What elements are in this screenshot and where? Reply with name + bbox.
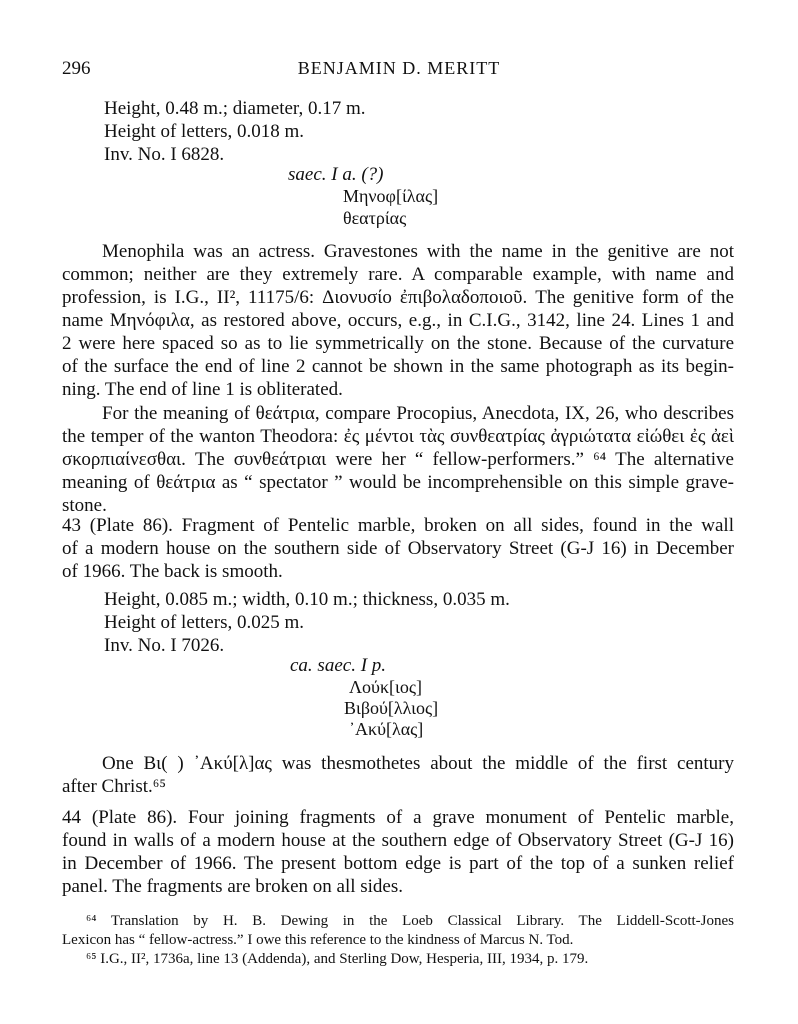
text-line: meaning of θεάτρια as “ spectator ” would be incomprehensible on this simple grave-	[62, 472, 734, 493]
text-line: name Μηνόφιλα, as restored above, occurs, e.g., in C.I.G., 3142, line 24. Lines 1 and	[62, 310, 734, 331]
text-line: found in walls of a modern house at the southern edge of Observatory Street (G-J 16)	[62, 830, 734, 851]
page-number: 296	[62, 58, 91, 79]
text-line: after Christ.⁶⁵	[62, 776, 166, 797]
footnote-line: Lexicon has “ fellow-actress.” I owe this reference to the kindness of Marcus N. Tod.	[62, 932, 574, 948]
inscription-date: ca. saec. I p.	[290, 655, 387, 676]
running-head-author: BENJAMIN D. MERITT	[297, 58, 501, 78]
measurement-line: Inv. No. I 7026.	[104, 635, 225, 656]
measurement-line: Height, 0.085 m.; width, 0.10 m.; thickness, 0.035 m.	[104, 589, 510, 610]
text-line: of 1966. The back is smooth.	[62, 561, 283, 582]
inscription-line: Βιβού[λλιος]	[344, 698, 439, 718]
commentary-paragraph	[62, 752, 734, 798]
inscription-date: saec. I a. (?)	[288, 164, 384, 185]
text-line: the temper of the wanton Theodora: ἐς μέντοι τὰς συνθεατρίας ἀγριώτατα εἰώθει ἐς ἀεὶ	[62, 426, 734, 447]
text-line: profession, is I.G., II², 11175/6: Διονυσίο ἐπιβολαδοποιοῦ. The genitive form of the	[62, 287, 734, 308]
inscription-line: Λούκ[ιος]	[349, 677, 422, 697]
inscription-line: θεατρίας	[343, 208, 407, 228]
text-line: in December of 1966. The present bottom edge is part of the top of a sunken relief	[62, 853, 734, 874]
inscription-line: ᾿Ακύ[λας]	[349, 719, 424, 739]
footnote-line: ⁶⁵ I.G., II², 1736a, line 13 (Addenda), and Sterling Dow, Hesperia, III, 1934, p. 179.	[86, 951, 589, 967]
footnotes	[62, 912, 734, 969]
entry-43-description	[62, 514, 734, 583]
measurement-line: Inv. No. I 6828.	[104, 144, 225, 165]
text-line: 44 (Plate 86). Four joining fragments of a grave monument of Pentelic marble,	[62, 807, 734, 828]
text-line: common; neither are they extremely rare. A comparable example, with name and	[62, 264, 734, 285]
entry-44-description	[62, 806, 734, 898]
text-line: stone.	[62, 495, 107, 516]
text-line: σκορπιαίνεσθαι. The συνθεάτριαι were her “ fellow-performers.” ⁶⁴ The alternative	[62, 449, 734, 470]
text-line: For the meaning of θεάτρια, compare Procopius, Anecdota, IX, 26, who describes	[102, 403, 734, 424]
text-line: of the surface the end of line 2 cannot be shown in the same photograph as its begin-	[62, 356, 734, 377]
text-line: Menophila was an actress. Gravestones with the name in the genitive are not	[102, 241, 734, 262]
measurement-line: Height, 0.48 m.; diameter, 0.17 m.	[104, 98, 366, 119]
commentary-paragraph	[62, 240, 734, 401]
text-line: ning. The end of line 1 is obliterated.	[62, 379, 343, 400]
measurement-line: Height of letters, 0.025 m.	[104, 612, 304, 633]
commentary-paragraph	[62, 402, 734, 517]
text-line: panel. The fragments are broken on all sides.	[62, 876, 404, 897]
text-line: 2 were here spaced so as to lie symmetrically on the stone. Because of the curvature	[62, 333, 734, 354]
inscription-line: Μηνοφ[ίλας]	[343, 186, 439, 206]
measurement-line: Height of letters, 0.018 m.	[104, 121, 304, 142]
footnote-line: ⁶⁴ Translation by H. B. Dewing in the Loeb Classical Library. The Liddell-Scott-Jones	[86, 913, 734, 929]
text-line: of a modern house on the southern side of Observatory Street (G-J 16) in December	[62, 538, 734, 559]
text-line: 43 (Plate 86). Fragment of Pentelic marble, broken on all sides, found in the wall	[62, 515, 734, 536]
text-line: One Βι( ) ᾿Ακύ[λ]ας was thesmothetes about the middle of the first century	[102, 753, 734, 774]
